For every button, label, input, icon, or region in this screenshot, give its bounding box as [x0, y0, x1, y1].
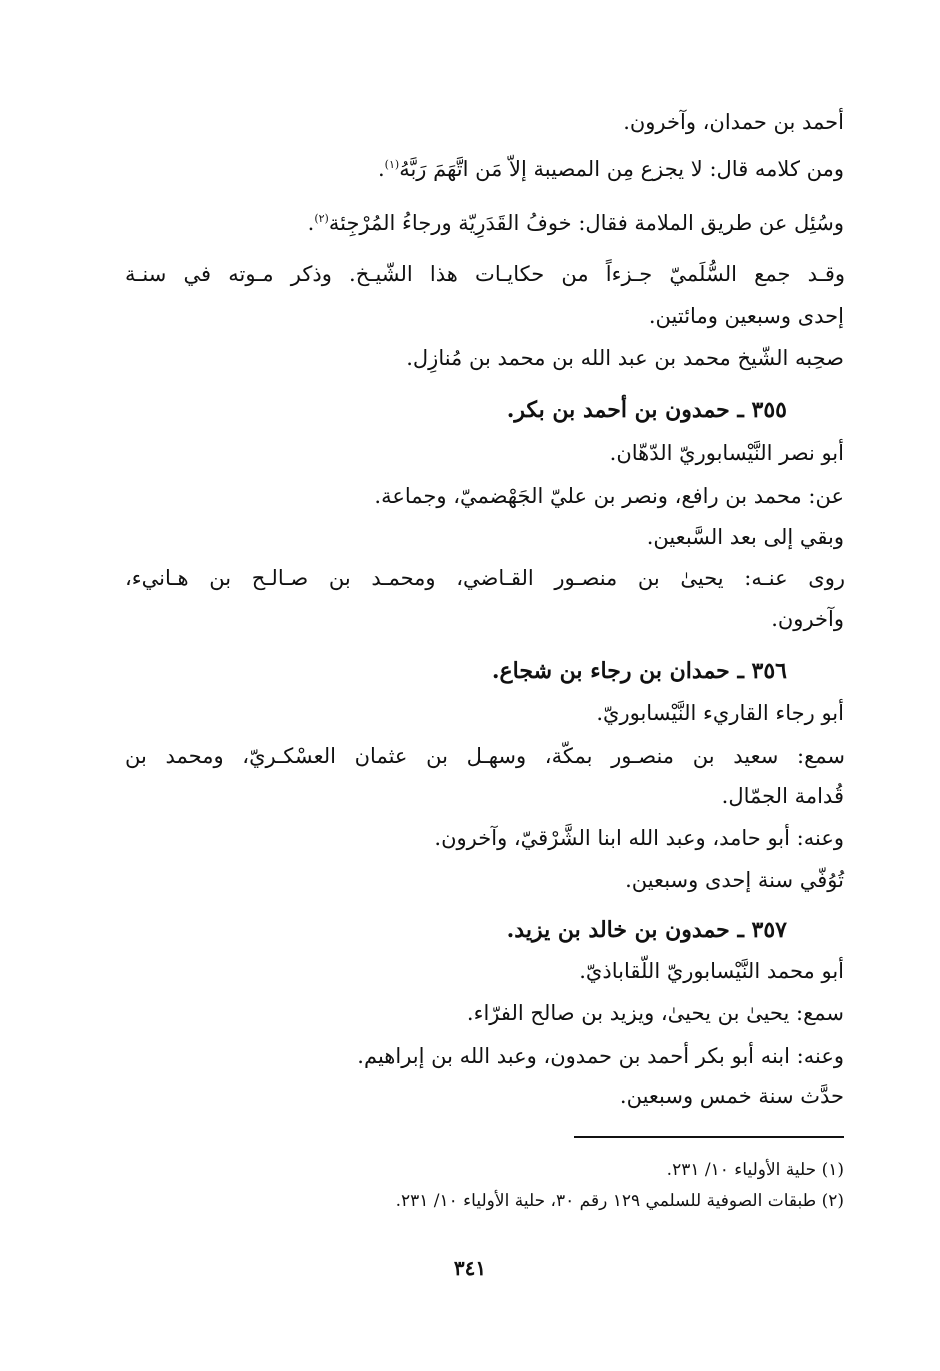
text-line: وآخرون.: [771, 607, 844, 631]
text-line: وعنه: ابنه أبو بكر أحمد بن حمدون، وعبد الله بن إبراهيم.: [357, 1044, 844, 1068]
text-line: أبو نصر النَّيْسابوريّ الدّهّان.: [609, 441, 844, 465]
text-line: وقـد جمع السُّلَميّ جـزءاً من حكايـات هذا الشّيـخ. وذكر مـوته في سنـة: [125, 262, 845, 286]
text-line: أبو محمد النَّيْسابوريّ اللّقاباذيّ.: [579, 959, 844, 983]
text-line: [378, 149, 844, 185]
text-line: صحِبه الشّيخ محمد بن عبد الله بن محمد بن مُنازِل.: [406, 346, 844, 370]
footnote-marker: (١): [384, 158, 400, 171]
entry-heading-355: ٣٥٥ ـ حمدون بن أحمد بن بكر.: [506, 397, 787, 423]
text-line: سمع: يحيىٰ بن يحيىٰ، ويزيد بن صالح الفرّاء.: [466, 1001, 844, 1025]
text-line: أحمد بن حمدان، وآخرون.: [623, 110, 844, 134]
text-span: ومن كلامه قال: لا يجزع مِن المصيبة إلاّ مَن اتَّهَمَ رَبَّهُ: [399, 157, 844, 181]
text-line: قُدامة الجمّال.: [721, 784, 844, 808]
text-line: إحدى وسبعين ومائتين.: [648, 304, 844, 328]
text-span: .: [307, 211, 315, 235]
text-line: سمع: سعيد بن منصـور بمكّة، وسهـل بن عثمان العسْكـريّ، ومحمد بن: [125, 744, 845, 768]
text-line: [308, 203, 844, 239]
footnote-2: (٢) طبقات الصوفية للسلمي ١٢٩ رقم ٣٠، حلية الأولياء ١٠/ ٢٣١.: [395, 1191, 844, 1211]
text-span: وسُئِل عن طريق الملامة فقال: خوفُ القَدَرِيّة ورجاءُ المُرْجِئة: [328, 211, 844, 235]
page-number: ٣٤١: [453, 1256, 487, 1280]
text-line: وبقي إلى بعد السَّبعين.: [646, 525, 844, 549]
text-span: .: [377, 157, 385, 181]
text-line: حدَّث سنة خمس وسبعين.: [619, 1084, 844, 1108]
footnote-1: (١) حلية الأولياء ١٠/ ٢٣١.: [666, 1160, 844, 1180]
footnote-separator: [574, 1136, 844, 1138]
entry-heading-356: ٣٥٦ ـ حمدان بن رجاء بن شجاع.: [491, 658, 787, 684]
text-line: روى عنـه: يحيىٰ بن منصـور القـاضي، ومحمـد بن صـالـح بن هـانيء،: [125, 566, 845, 590]
text-line: أبو رجاء القاريء النَّيْسابوريّ.: [596, 701, 844, 725]
entry-heading-357: ٣٥٧ ـ حمدون بن خالد بن يزيد.: [506, 917, 787, 943]
text-line: وعنه: أبو حامد، وعبد الله ابنا الشَّرْقيّ، وآخرون.: [434, 826, 844, 850]
text-line: عن: محمد بن رافع، ونصر بن عليّ الجَهْضميّ، وجماعة.: [374, 484, 844, 508]
text-line: تُوُفّي سنة إحدى وسبعين.: [625, 868, 844, 892]
footnote-marker: (٢): [314, 212, 329, 225]
